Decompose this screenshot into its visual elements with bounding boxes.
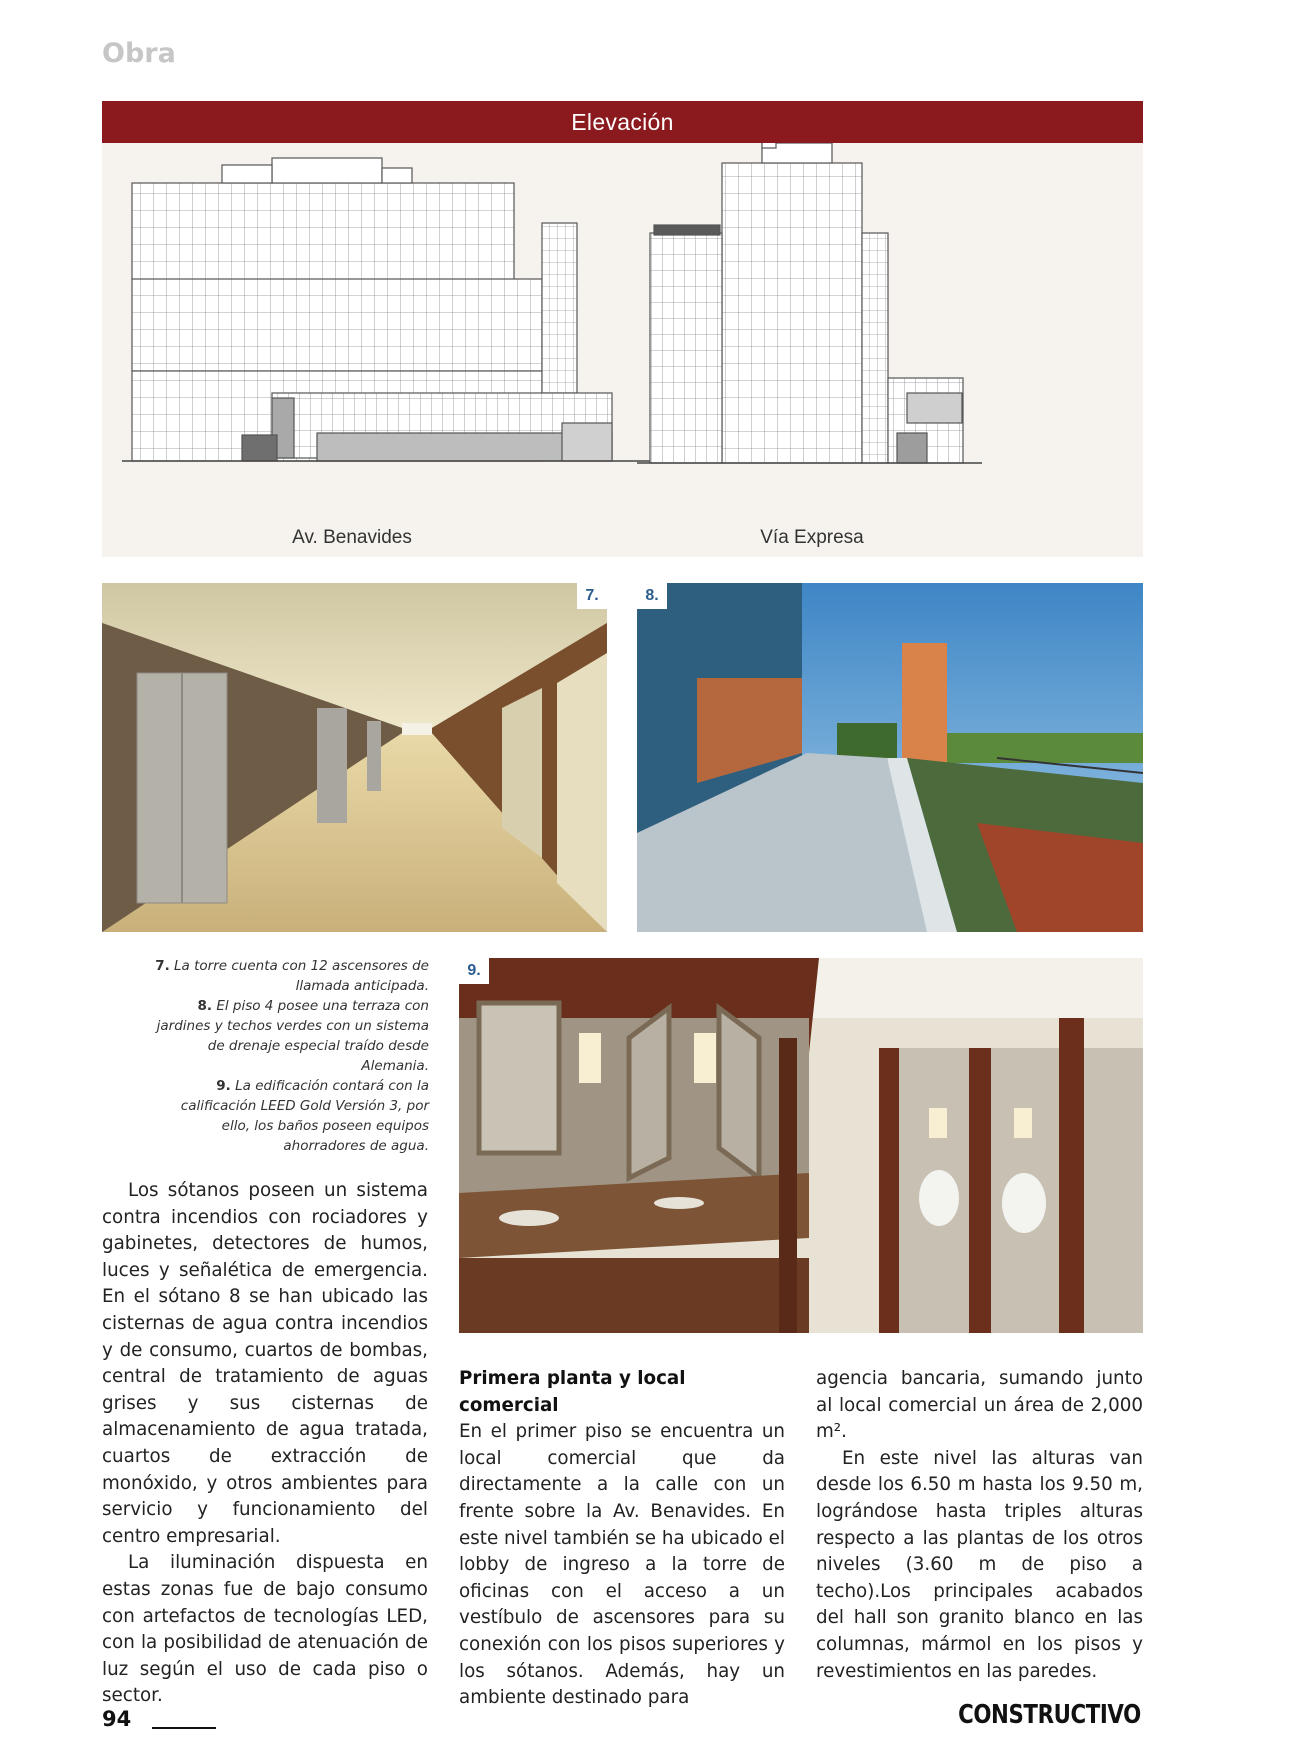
elevator-hallway-image xyxy=(102,583,607,932)
photo-elevator-hallway xyxy=(102,583,607,932)
caption-7: 7. La torre cuenta con 12 ascensores de llamada anticipada. xyxy=(155,958,429,994)
article-column-1 xyxy=(102,1178,428,1710)
elevation-caption-via-expresa: Vía Expresa xyxy=(760,527,864,548)
photo-terrace xyxy=(637,583,1143,932)
photo-number-7: 7. xyxy=(577,583,607,609)
section-label: Obra xyxy=(102,38,176,69)
article-column-3 xyxy=(816,1366,1143,1685)
footer-rule xyxy=(152,1727,216,1729)
article-paragraph: La iluminación dispuesta en estas zonas fue de bajo consumo con artefactos de tecnologías LED, con la posibilidad de atenuación de luz según el uso de cada piso o sector. xyxy=(102,1552,428,1707)
page-number: 94 xyxy=(102,1707,132,1731)
elevation-drawing xyxy=(102,143,1143,543)
magazine-logo: CONSTRUCTIVO xyxy=(958,1700,1141,1730)
restroom-image xyxy=(459,958,1143,1333)
article-paragraph: En el primer piso se encuentra un local comercial que da directamente a la calle con un frente sobre la Av. Benavides. En este nivel también se ha ubicado el lobby de ingreso a la torre de oficinas con el acceso a un vestíbulo de ascensores para su conexión con los pisos superiores y los sótanos. Además, hay un ambiente destinado para xyxy=(459,1421,785,1709)
caption-9: 9. La edificación contará con la calificación LEED Gold Versión 3, por ello, los baños poseen equipos ahorradores de agua. xyxy=(180,1078,429,1154)
elevation-benavides xyxy=(122,158,652,461)
elevation-figure xyxy=(102,101,1143,557)
elevation-caption-benavides: Av. Benavides xyxy=(292,527,412,548)
article-subheading: Primera planta y local comercial xyxy=(459,1368,686,1416)
photo-restroom xyxy=(459,958,1143,1333)
article-paragraph: Los sótanos poseen un sistema contra incendios con rociadores y gabinetes, detectores de humos, luces y señalética de emergencia. En el sótano 8 se han ubicado las cisternas de agua contra incendios y de consumo, cuartos de bombas, central de tratamiento de aguas grises y sus cisternas de almacenamiento de agua tratada, cuartos de extracción de monóxido, y otros ambientes para servicio y funcionamiento del centro empresarial. xyxy=(102,1180,428,1547)
article-paragraph: agencia bancaria, sumando junto al local comercial un área de 2,000 m². xyxy=(816,1368,1143,1443)
terrace-image xyxy=(637,583,1143,932)
article-column-2 xyxy=(459,1366,785,1712)
caption-8: 8. El piso 4 posee una terraza con jardines y techos verdes con un sistema de drenaje especial traído desde Alemania. xyxy=(156,998,429,1074)
photo-number-8: 8. xyxy=(637,583,667,609)
photo-number-9: 9. xyxy=(459,958,489,984)
photo-captions xyxy=(150,956,429,1156)
article-paragraph: En este nivel las alturas van desde los 6.50 m hasta los 9.50 m, lográndose hasta triples alturas respecto a las plantas de los otros niveles (3.60 m de piso a techo).Los principales acabados del hall son granito blanco en las columnas, mármol en los pisos y revestimientos en las paredes. xyxy=(816,1447,1143,1682)
elevation-title: Elevación xyxy=(102,101,1143,143)
elevation-via-expresa xyxy=(637,143,982,463)
